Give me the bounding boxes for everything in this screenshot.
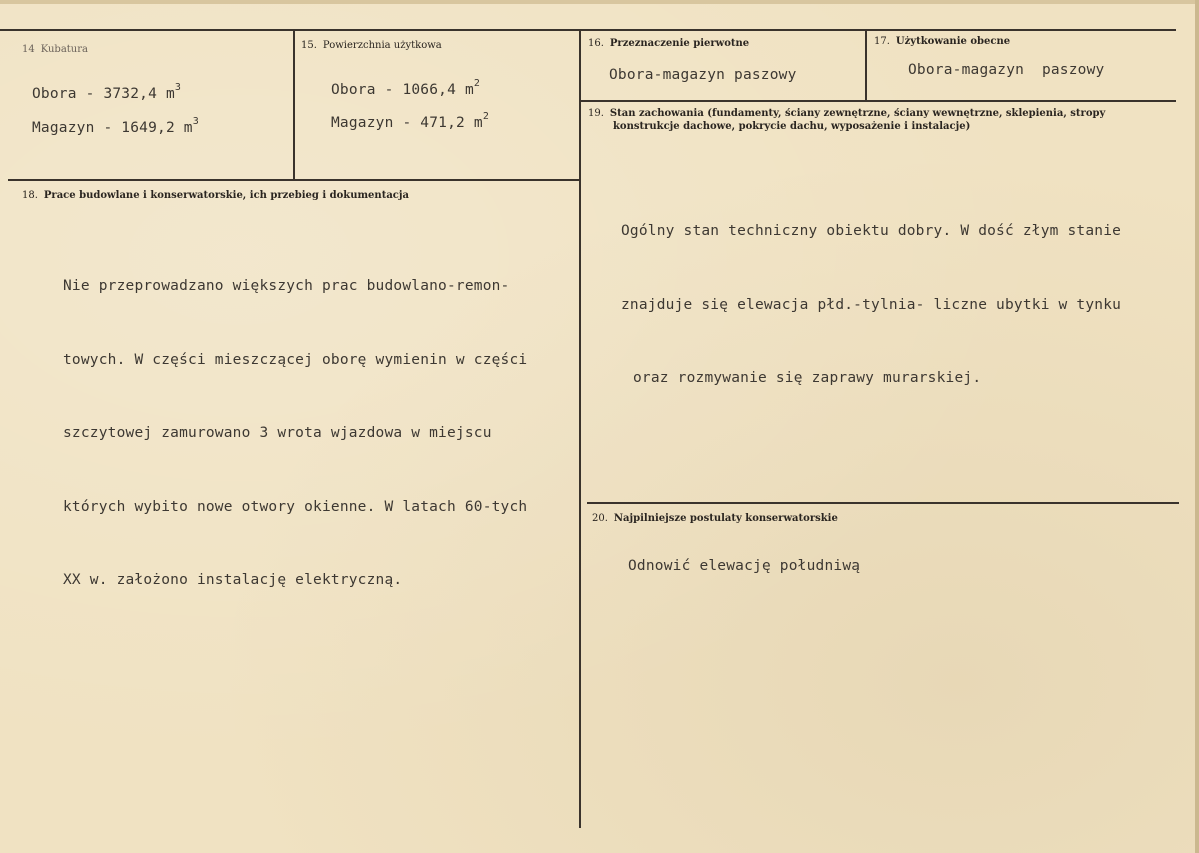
section16-value: Obora-magazyn paszowy: [609, 67, 797, 83]
rule-main-divider: [579, 30, 581, 828]
section17-value: Obora-magazyn paszowy: [908, 62, 1105, 78]
rule-section20-top: [587, 502, 1179, 504]
section18-label: Prace budowlane i konserwatorskie, ich przebieg i dokumentacja: [43, 190, 409, 201]
section18-number: 18.: [22, 190, 38, 201]
section14-header: [22, 43, 88, 56]
section15-label: Powierzchnia użytkowa: [322, 40, 442, 51]
section18-header: [22, 189, 409, 202]
section16-label: Przeznaczenie pierwotne: [609, 38, 750, 49]
section16-number: 16.: [588, 38, 604, 49]
section15-line1-exp: 2: [473, 78, 481, 89]
section14-line1-text: Obora - 3732,4 m: [32, 85, 175, 102]
section20-label: Najpilniejsze postulaty konserwatorskie: [613, 513, 838, 524]
section20-value: Odnowić elewację południwą: [628, 558, 861, 574]
section19-text: [621, 170, 1121, 440]
section15-line2: [331, 113, 489, 131]
section17-header: [874, 35, 1010, 48]
section14-line2-exp: 3: [192, 116, 199, 127]
section18-line: Nie przeprowadzano większych prac budowlano-remon-: [63, 278, 510, 294]
section18-line: szczytowej zamurowano 3 wrota wjazdowa w miejscu: [63, 425, 492, 441]
rule-section19-top: [580, 100, 1176, 102]
section15-line1-text: Obora - 1066,4 m: [331, 81, 474, 98]
section15-line1: [331, 80, 480, 98]
section15-number: 15.: [301, 40, 317, 51]
section20-header: [592, 512, 838, 525]
rule-section18-top: [8, 179, 580, 181]
section18-text: [63, 225, 577, 642]
section19-line: oraz rozmywanie się zaprawy murarskiej.: [633, 370, 982, 386]
section14-line1: [32, 84, 181, 102]
card-top-edge: [0, 0, 1199, 4]
section17-number: 17.: [874, 36, 890, 47]
section20-number: 20.: [592, 513, 608, 524]
section16-header: [588, 37, 749, 50]
section14-label: Kubatura: [40, 44, 88, 55]
section19-header: [588, 107, 1168, 133]
section15-line2-text: Magazyn - 471,2 m: [331, 114, 483, 131]
section19-line: znajduje się elewacja płd.-tylnia- liczne ubytki w tynku: [621, 296, 1122, 313]
section19-line: Ogólny stan techniczny obiektu dobry. W dość złym stanie: [621, 223, 1122, 239]
section14-line2-text: Magazyn - 1649,2 m: [32, 119, 193, 136]
section17-label: Użytkowanie obecne: [895, 36, 1011, 47]
section15-header: [301, 39, 442, 52]
section19-label-line1: Stan zachowania (fundamenty, ściany zewnętrzne, ściany wewnętrzne, sklepienia, stropy: [609, 108, 1106, 119]
section19-label-line2: konstrukcje dachowe, pokrycie dachu, wyposażenie i instalacje): [613, 121, 971, 132]
section18-line: których wybito nowe otwory okienne. W latach 60-tych: [63, 498, 528, 515]
section15-line2-exp: 2: [482, 111, 490, 122]
section18-line: towych. W części mieszczącej oborę wymienin w części: [63, 351, 528, 368]
rule-section16-17-divider: [865, 30, 867, 100]
section14-line2: [32, 118, 199, 136]
rule-left-column-divider: [293, 30, 295, 179]
section14-number: 14: [22, 44, 35, 55]
section19-number: 19.: [588, 108, 604, 119]
section14-line1-exp: 3: [174, 82, 182, 93]
card-right-edge: [1195, 0, 1199, 853]
section18-line: XX w. założono instalację elektryczną.: [63, 572, 403, 588]
rule-top: [0, 29, 1176, 31]
